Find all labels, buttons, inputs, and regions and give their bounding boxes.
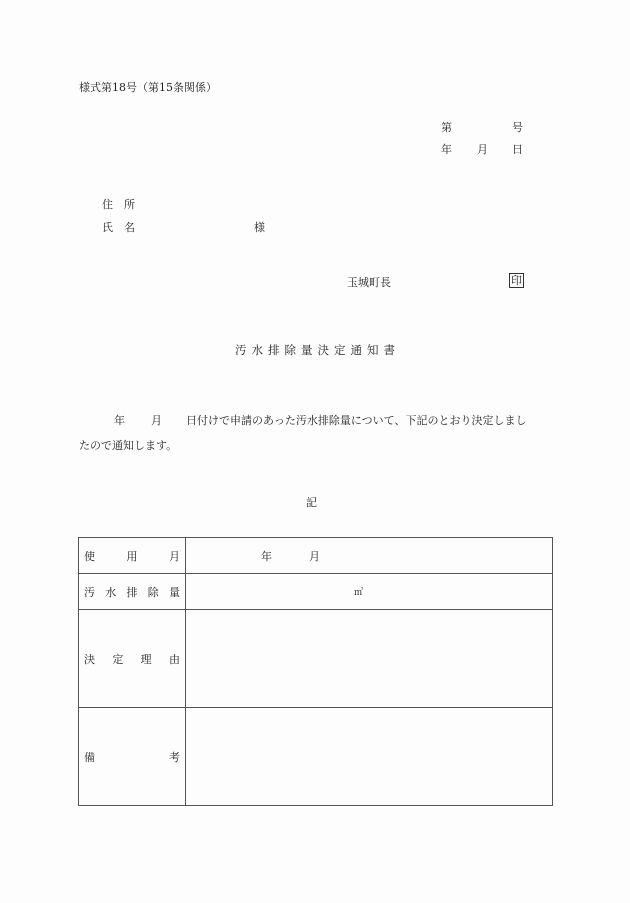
label-char: 月 <box>169 549 180 563</box>
date-day: 日 <box>512 143 523 156</box>
date-year: 年 <box>441 143 452 156</box>
usage-month: 月 <box>309 549 320 563</box>
name-label: 氏 名 <box>102 221 135 234</box>
table-row-usage-month <box>79 538 553 574</box>
ki-heading: 記 <box>306 496 317 509</box>
form-number: 様式第18号（第15条関係） <box>79 81 217 94</box>
body-text-line1: 日付けで申請のあった汚水排除量について、下記のとおり決定しまし <box>186 414 527 427</box>
doc-number-prefix: 第 <box>441 121 452 134</box>
label-char: 考 <box>169 750 180 764</box>
label-char: 定 <box>112 652 124 666</box>
address-label: 住 所 <box>102 198 135 211</box>
seal-icon: 印 <box>511 274 522 287</box>
usage-year: 年 <box>261 549 272 563</box>
cubic-meter-unit: ㎥ <box>354 588 364 598</box>
date-month: 月 <box>477 143 488 156</box>
label-usage-month <box>79 538 186 574</box>
label-char: 使 <box>84 549 95 563</box>
honorific: 様 <box>254 221 265 234</box>
table-row-remarks <box>79 708 553 806</box>
label-discharge-volume <box>79 574 186 610</box>
label-decision-reason <box>79 610 186 708</box>
body-year: 年 <box>114 414 125 427</box>
label-remarks <box>79 708 186 806</box>
value-decision-reason[interactable] <box>186 610 553 708</box>
label-char: 用 <box>126 549 138 563</box>
body-text-line2: たので通知します。 <box>79 439 178 452</box>
value-discharge-volume[interactable] <box>186 574 553 610</box>
body-month: 月 <box>151 414 162 427</box>
label-char: 排 <box>126 585 138 599</box>
label-char: 決 <box>84 652 95 666</box>
table-row-discharge-volume <box>79 574 553 610</box>
document-title: 汚水排除量決定通知書 <box>235 343 400 357</box>
doc-number-suffix: 号 <box>512 121 523 134</box>
issuer-name: 玉城町長 <box>347 276 391 289</box>
label-char: 除 <box>147 585 159 599</box>
decision-table <box>78 537 553 806</box>
label-char: 汚 <box>84 585 95 599</box>
seal-mark <box>509 273 524 288</box>
label-char: 水 <box>105 585 117 599</box>
value-usage-month[interactable] <box>186 538 553 574</box>
label-char: 備 <box>84 750 95 764</box>
value-remarks[interactable] <box>186 708 553 806</box>
body-paragraph <box>79 408 551 458</box>
label-char: 量 <box>169 585 180 599</box>
label-char: 理 <box>140 652 152 666</box>
table-row-decision-reason <box>79 610 553 708</box>
label-char: 由 <box>168 652 180 666</box>
